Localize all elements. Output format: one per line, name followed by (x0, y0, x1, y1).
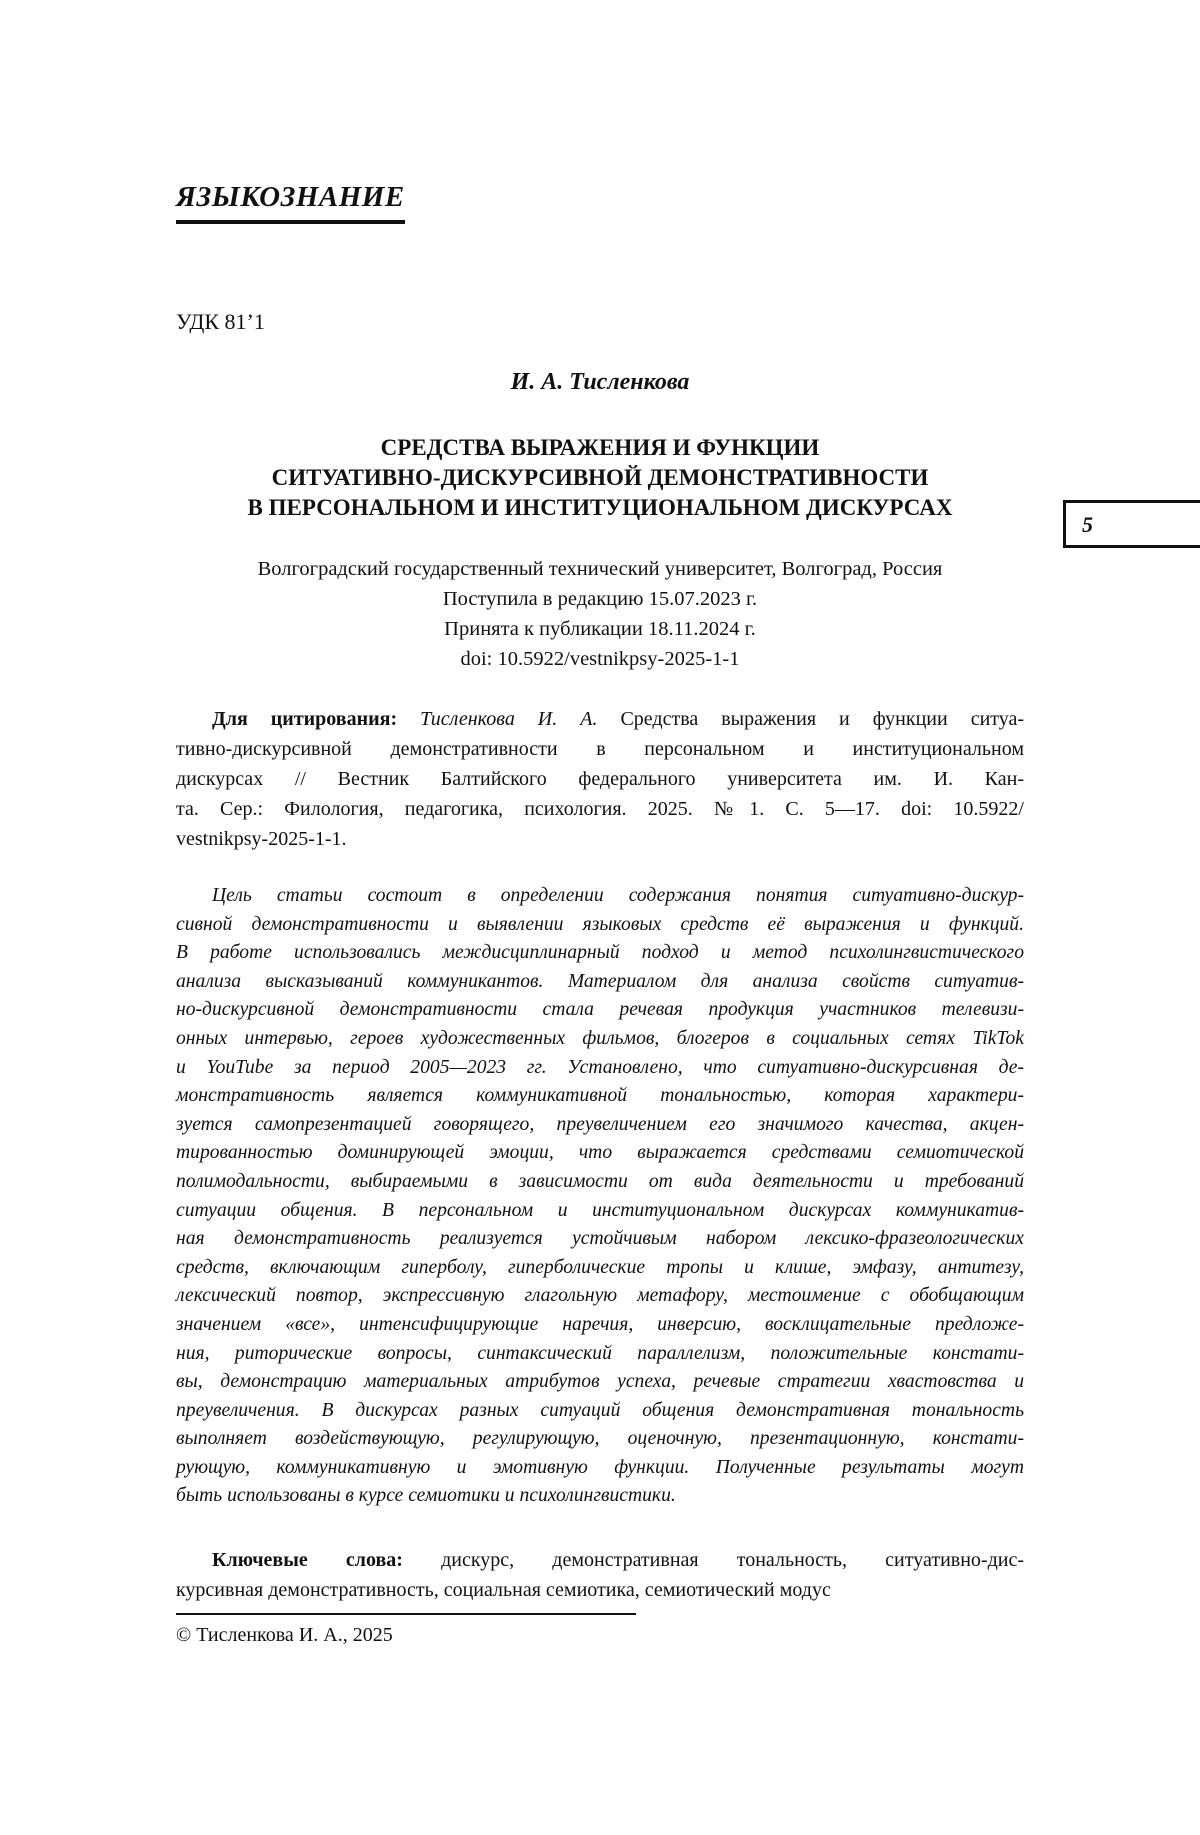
doi: doi: 10.5922/vestnikpsy-2025-1-1 (460, 648, 740, 670)
abstract (176, 882, 1024, 1511)
abstract-line: и YouTube за период 2005—2023 гг. Установлено, что ситуативно-дискурсивная де- (176, 1056, 1024, 1078)
abstract-line: лексический повтор, экспрессивную глагольную метафору, местоимение с обобщающим (176, 1285, 1024, 1307)
citation-line: дискурсах // Вестник Балтийского федерального университета им. И. Кан- (176, 768, 1024, 790)
abstract-line: сивной демонстративности и выявлении языковых средств её выражения и функций. (176, 913, 1024, 935)
abstract-line: зуется самопрезентацией говорящего, преувеличением его значимого качества, акцен- (176, 1113, 1024, 1135)
title-line: В ПЕРСОНАЛЬНОМ И ИНСТИТУЦИОНАЛЬНОМ ДИСКУРСАХ (247, 495, 953, 520)
citation-line (176, 704, 1024, 734)
abstract-line: выполняет воздействующую, регулирующую, оценочную, презентационную, констати- (176, 1428, 1024, 1450)
abstract-line: средств, включающим гиперболу, гиперболические тропы и клише, эмфазу, антитезу, (176, 1256, 1024, 1278)
abstract-line: полимодальности, выбираемыми в зависимости от вида деятельности и требований (176, 1170, 1024, 1192)
author-name: И. А. Тисленкова (510, 369, 690, 395)
citation-line: тивно-дискурсивной демонстративности в персональном и институциональном (176, 738, 1024, 760)
abstract-line: рующую, коммуникативную и эмотивную функции. Полученные результаты могут (176, 1456, 1024, 1478)
footnote-divider (176, 1613, 636, 1615)
title-line: СРЕДСТВА ВЫРАЖЕНИЯ И ФУНКЦИИ (380, 435, 820, 460)
affiliation: Волгоградский государственный технический университет, Волгоград, Россия (257, 558, 943, 580)
article-meta (176, 554, 1024, 674)
citation-author: Тисленкова И. А. (420, 708, 598, 730)
page-number: 5 (1082, 512, 1093, 537)
section-heading: ЯЗЫКОЗНАНИЕ (176, 183, 405, 224)
citation-line: та. Сер.: Филология, педагогика, психология. 2025. №1. С. 5—17. doi: 10.5922/ (176, 798, 1024, 820)
abstract-line: ния, риторические вопросы, синтаксический параллелизм, положительные констати- (176, 1342, 1024, 1364)
keywords-line: курсивная демонстративность, социальная семиотика, семиотический модус (176, 1579, 831, 1601)
keywords-label: Ключевые слова: (212, 1549, 403, 1571)
abstract-line: значением «все», интенсифицирующие наречия, инверсию, восклицательные предложе- (176, 1313, 1024, 1335)
abstract-line: монстративность является коммуникативной тональностью, которая характери- (176, 1085, 1024, 1107)
abstract-line: вы, демонстрацию материальных атрибутов успеха, речевые стратегии хвастовства и (176, 1371, 1024, 1393)
article-title (176, 433, 1024, 523)
citation-line: vestnikpsy-2025-1-1. (176, 828, 347, 850)
abstract-line: онных интервью, героев художественных фильмов, блогеров в социальных сетях TikTok (176, 1027, 1024, 1049)
abstract-line: преувеличения. В дискурсах разных ситуаций общения демонстративная тональность (176, 1399, 1024, 1421)
copyright: © Тисленкова И. А., 2025 (176, 1624, 393, 1646)
citation-text: Средства выражения и функции ситуа- (620, 708, 1025, 730)
udk-code: УДК 81’1 (176, 309, 265, 334)
page-number-box (1063, 500, 1200, 548)
abstract-line: ситуации общения. В персональном и институциональном дискурсах коммуникатив- (176, 1199, 1024, 1221)
received-date: Поступила в редакцию 15.07.2023 г. (442, 588, 758, 610)
keywords-block (176, 1545, 1024, 1605)
abstract-line: анализа высказываний коммуникантов. Материалом для анализа свойств ситуатив- (176, 970, 1024, 992)
title-line: СИТУАТИВНО-ДИСКУРСИВНОЙ ДЕМОНСТРАТИВНОСТИ (271, 465, 929, 490)
citation-block (176, 704, 1024, 854)
citation-label: Для цитирования: (212, 708, 398, 730)
abstract-line: Цель статьи состоит в определении содержания понятия ситуативно-дискур- (212, 885, 1024, 906)
accepted-date: Принята к публикации 18.11.2024 г. (444, 618, 756, 640)
abstract-line: ная демонстративность реализуется устойчивым набором лексико-фразеологических (176, 1228, 1024, 1250)
abstract-line: В работе использовались междисциплинарный подход и метод психолингвистического (176, 942, 1024, 964)
keywords-line (176, 1545, 1024, 1575)
abstract-line: тированностью доминирующей эмоции, что выражается средствами семиотической (176, 1142, 1024, 1164)
abstract-line: но-дискурсивной демонстративности стала речевая продукция участников телевизи- (176, 999, 1024, 1021)
abstract-line: быть использованы в курсе семиотики и психолингвистики. (176, 1485, 676, 1507)
keywords-text: дискурс, демонстративная тональность, ситуативно-дис- (441, 1549, 1024, 1571)
